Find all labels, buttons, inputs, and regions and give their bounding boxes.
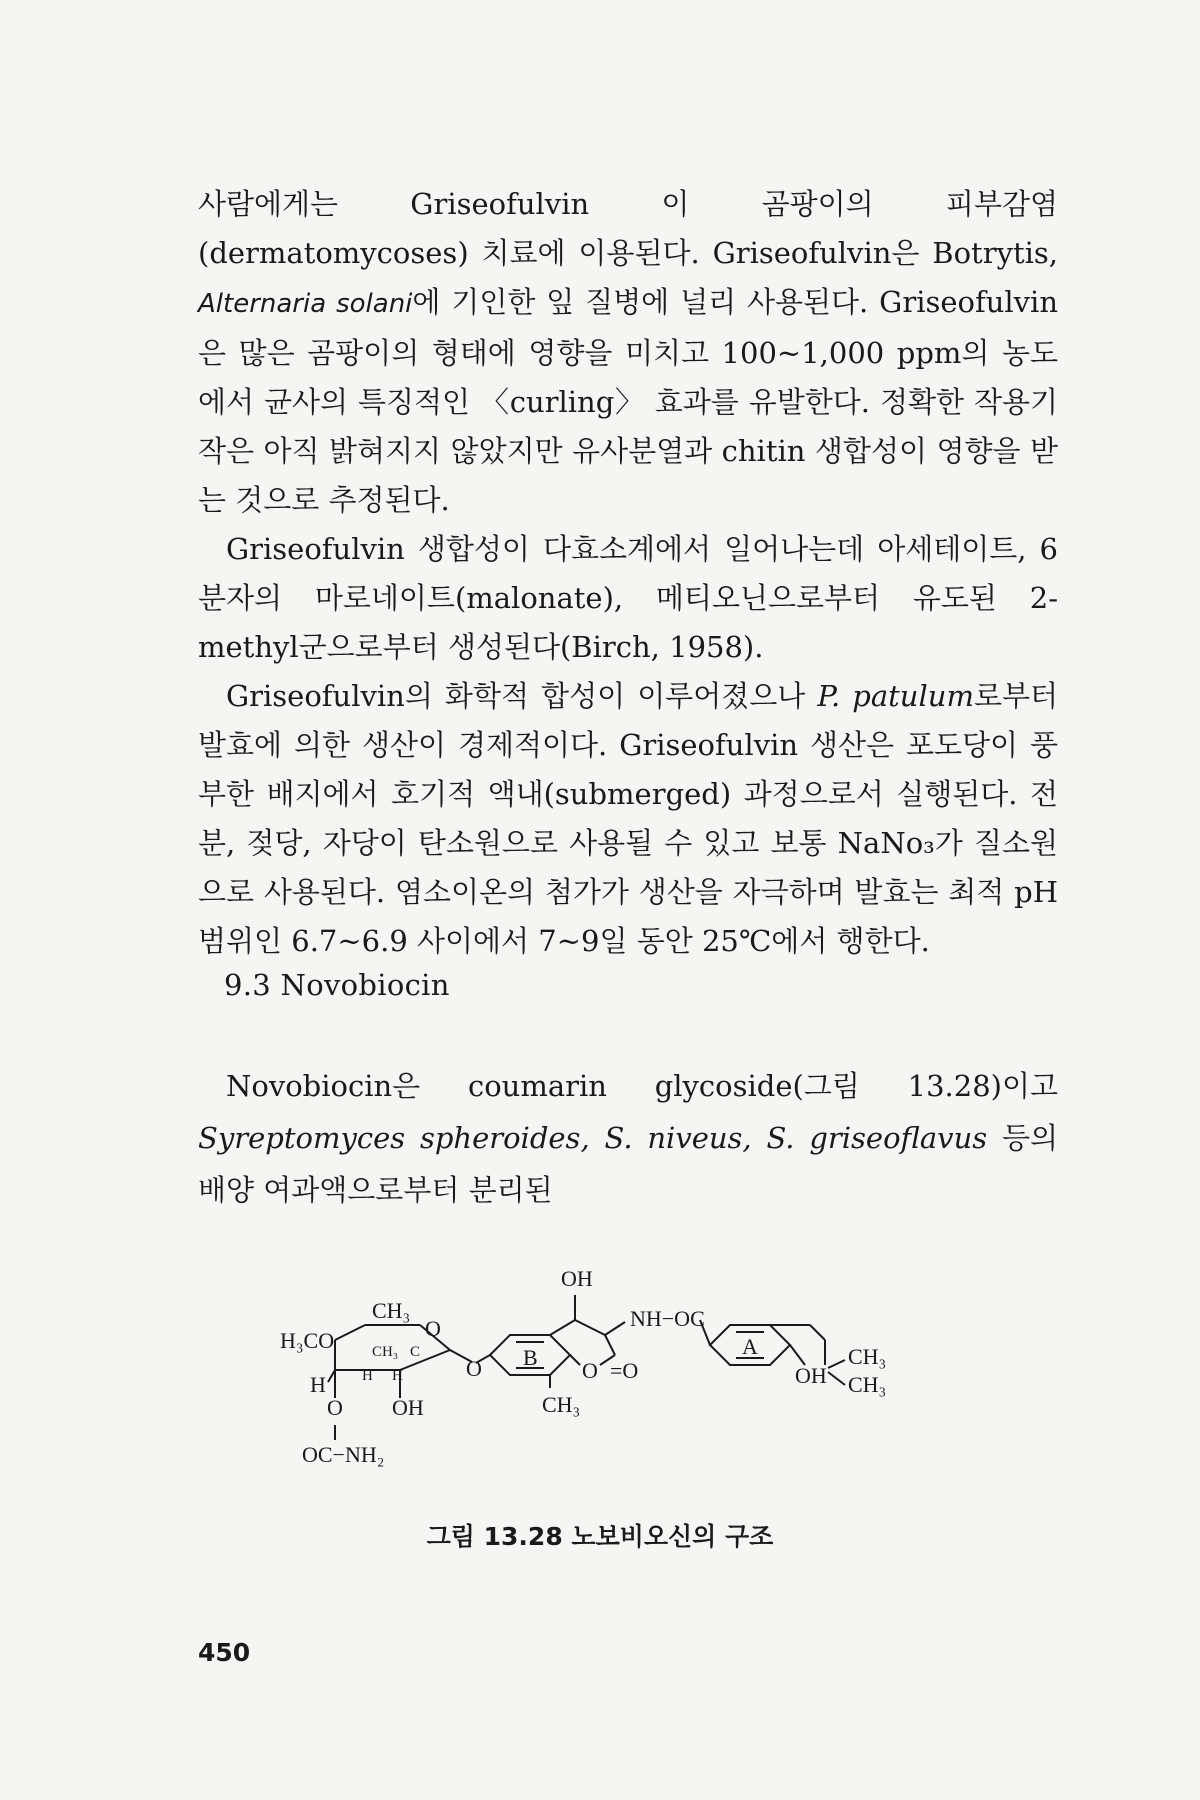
- species-names: Syreptomyces spheroides, S. niveus, S. griseoflavus: [198, 1121, 988, 1155]
- ring-a-label: A: [742, 1334, 758, 1359]
- hydroxyl-label: OH: [795, 1363, 827, 1388]
- carbonyl-label: =O: [610, 1358, 639, 1383]
- paragraph-biosynthesis: Griseofulvin 생합성이 다효소계에서 일어나는데 아세테이트, 6분자의 마로네이트(malonate), 메티오닌으로부터 유도된 2-methyl군으로부터 생성된다(Birch, 1958).: [198, 532, 1058, 664]
- hydrogen-label: H: [310, 1372, 326, 1397]
- oxygen-label: O: [327, 1395, 343, 1420]
- hydroxyl-label: OH: [392, 1395, 424, 1420]
- body-text: [198, 180, 1058, 966]
- inner-methyl-label: CH₃: [372, 1344, 399, 1360]
- inner-carbon-label: C: [410, 1344, 421, 1360]
- novobiocin-structure-diagram: [280, 1240, 980, 1480]
- carbamate-label: OC−NH₂: [302, 1442, 385, 1467]
- hydrogen-label: H: [362, 1368, 373, 1384]
- paragraph-griseofulvin-use: 사람에게는 Griseofulvin 이 곰팡이의 피부감염(dermatomycoses) 치료에 이용된다. Griseofulvin은 Botrytis, Alternaria solani에 기인한 잎 질병에 널리 사용된다. Griseofulvin은 많은 곰팡이의 형태에 영향을 미치고 100~1,000 ppm의 농도에서 균사의 특징적인 〈curling〉 효과를 유발한다. 정확한 작용기작은 아직 밝혀지지 않았지만 유사분열과 chitin 생합성이 영향을 받는 것으로 추정된다.: [198, 187, 1058, 517]
- methyl-label: CH₃: [848, 1372, 887, 1397]
- section-title: 9.3 Novobiocin: [224, 968, 450, 1002]
- ring-oxygen-label: O: [425, 1316, 441, 1341]
- oh-label: OH: [561, 1266, 593, 1291]
- glycosidic-oxygen-label: O: [466, 1356, 482, 1381]
- figure-caption: 그림 13.28 노보비오신의 구조: [426, 1522, 774, 1551]
- hydrogen-label: H: [392, 1368, 403, 1384]
- methyl-label: CH₃: [848, 1344, 887, 1369]
- methyl-label: CH₃: [542, 1392, 581, 1417]
- lactone-oxygen-label: O: [582, 1358, 598, 1383]
- species-name: Alternaria solani: [198, 289, 413, 319]
- ring-b-label: B: [523, 1345, 538, 1370]
- amide-label: NH−OC: [630, 1306, 705, 1331]
- paragraph-novobiocin: Novobiocin은 coumarin glycoside(그림 13.28)이고 Syreptomyces spheroides, S. niveus, S. griseoflavus 등의 배양 여과액으로부터 분리된: [198, 1069, 1058, 1207]
- methoxy-label: H₃CO: [280, 1328, 335, 1353]
- species-name: P. patulum: [817, 679, 974, 713]
- paragraph-production: Griseofulvin의 화학적 합성이 이루어졌으나 P. patulum로부터 발효에 의한 생산이 경제적이다. Griseofulvin 생산은 포도당이 풍부한 배지에서 호기적 액내(submerged) 과정으로서 실행된다. 전분, 젖당, 자당이 탄소원으로 사용될 수 있고 보통 NaNo₃가 질소원으로 사용된다. 염소이온의 첨가가 생산을 자극하며 발효는 최적 pH 범위인 6.7~6.9 사이에서 7~9일 동안 25℃에서 행한다.: [198, 679, 1058, 958]
- page-number: 450: [198, 1638, 251, 1667]
- methyl-label: CH₃: [372, 1298, 411, 1323]
